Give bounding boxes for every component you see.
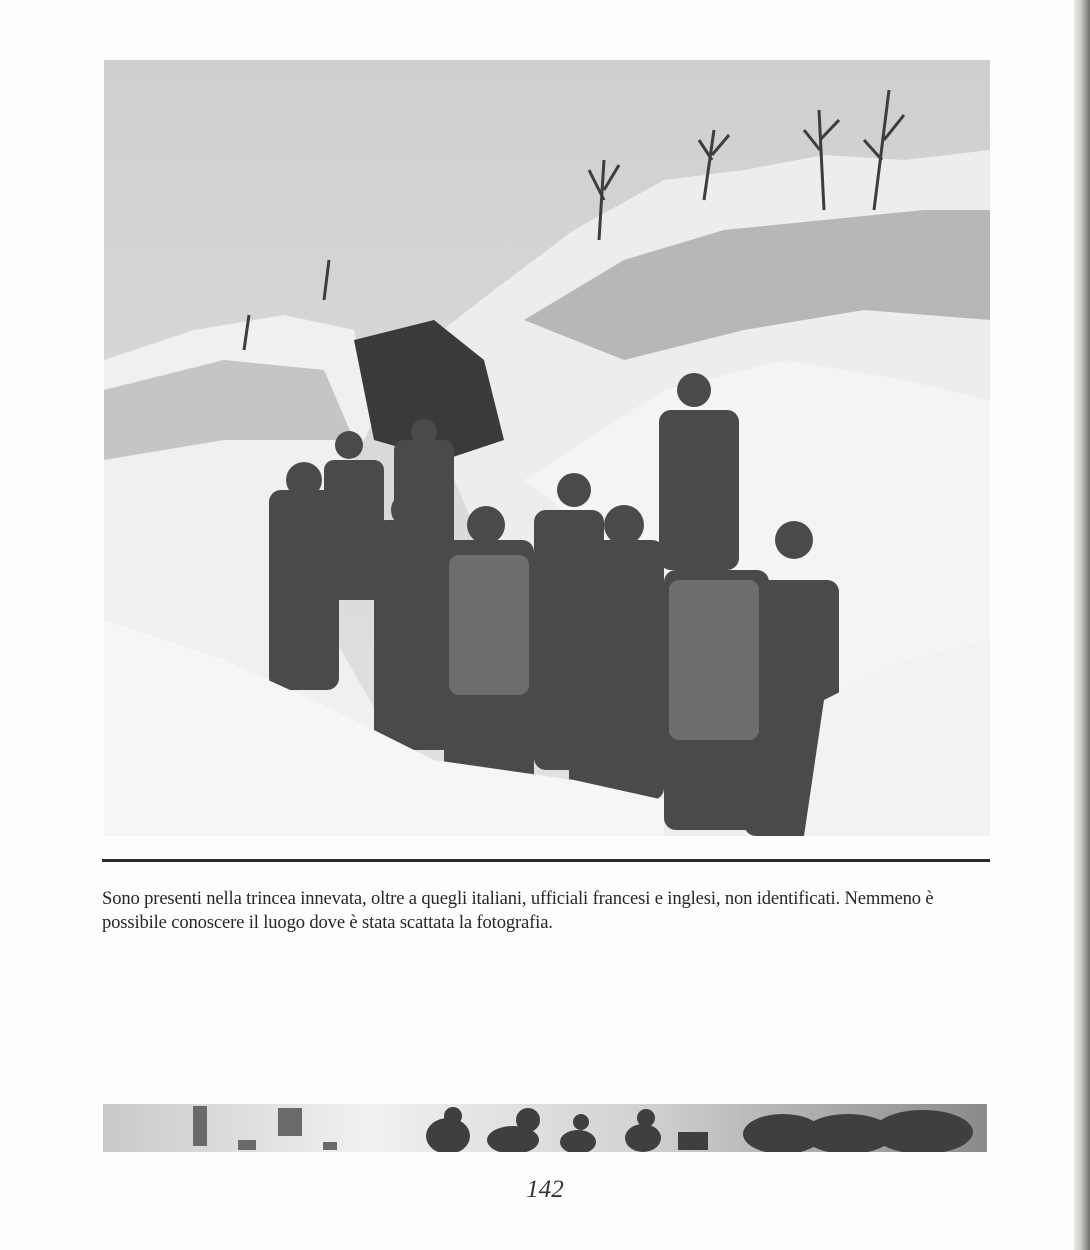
trench-photograph-illustration	[104, 60, 990, 836]
decorative-photo-strip	[103, 1104, 987, 1152]
page-number: 142	[526, 1176, 564, 1203]
page-edge-shadow	[1074, 0, 1090, 1250]
caption-divider	[102, 859, 990, 862]
photo-strip-illustration	[103, 1104, 987, 1152]
photo-caption: Sono presenti nella trincea innevata, oltre a quegli italiani, ufficiali francesi e inglesi, non identificati. Nemmeno è possibile conoscere il luogo dove è stata scattata la fotografia.	[102, 888, 934, 933]
trench-photograph	[104, 60, 990, 836]
